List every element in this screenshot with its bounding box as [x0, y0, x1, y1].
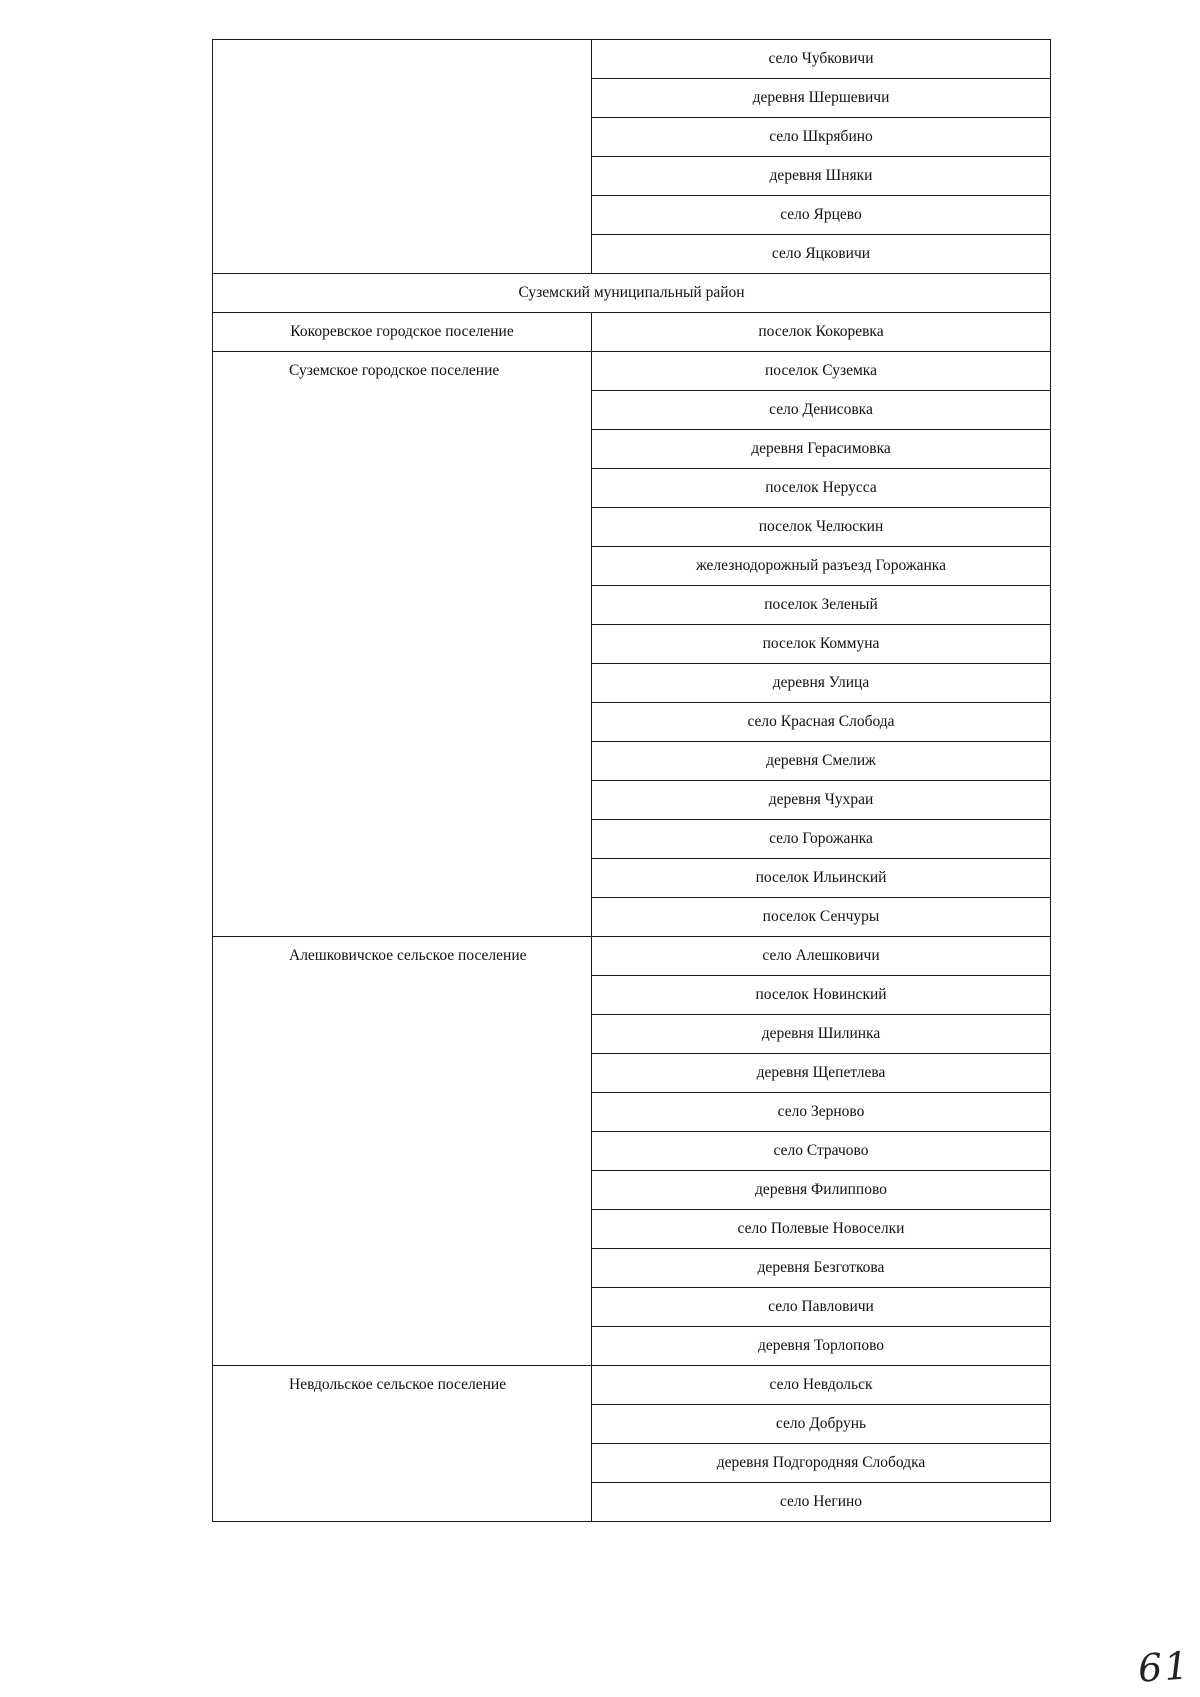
village-cell: поселок Нерусса — [592, 469, 1051, 508]
village-cell: деревня Торлопово — [592, 1327, 1051, 1366]
village-cell: поселок Коммуна — [592, 625, 1051, 664]
village-cell: деревня Чухраи — [592, 781, 1051, 820]
village-cell: деревня Безготкова — [592, 1249, 1051, 1288]
settlement-name: Суземское городское поселение — [213, 352, 592, 937]
village-cell: поселок Новинский — [592, 976, 1051, 1015]
village-cell: поселок Кокоревка — [592, 313, 1051, 352]
table-row — [213, 1366, 1051, 1405]
village-cell: деревня Шершевичи — [592, 79, 1051, 118]
settlement-name: Алешковичское сельское поселение — [213, 937, 592, 1366]
village-cell: поселок Зеленый — [592, 586, 1051, 625]
village-cell: поселок Сенчуры — [592, 898, 1051, 937]
village-cell: село Полевые Новоселки — [592, 1210, 1051, 1249]
village-cell: поселок Челюскин — [592, 508, 1051, 547]
village-cell: село Добрунь — [592, 1405, 1051, 1444]
village-cell: деревня Подгородняя Слободка — [592, 1444, 1051, 1483]
village-cell: село Шкрябино — [592, 118, 1051, 157]
village-cell: деревня Улица — [592, 664, 1051, 703]
district-name: Суземский муниципальный район — [213, 274, 1051, 313]
village-cell: деревня Смелиж — [592, 742, 1051, 781]
district-row — [213, 274, 1051, 313]
table-row — [213, 937, 1051, 976]
village-cell: село Алешковичи — [592, 937, 1051, 976]
village-cell: село Красная Слобода — [592, 703, 1051, 742]
table-row — [213, 352, 1051, 391]
village-cell: деревня Филиппово — [592, 1171, 1051, 1210]
village-cell: село Денисовка — [592, 391, 1051, 430]
settlement-cell-continued — [213, 40, 592, 274]
village-cell: село Яцковичи — [592, 235, 1051, 274]
village-cell: село Невдольск — [592, 1366, 1051, 1405]
village-cell: деревня Шняки — [592, 157, 1051, 196]
village-cell: поселок Суземка — [592, 352, 1051, 391]
table-body — [213, 40, 1051, 1522]
village-cell: село Зерново — [592, 1093, 1051, 1132]
settlement-name: Невдольское сельское поселение — [213, 1366, 592, 1522]
village-cell: железнодорожный разъезд Горожанка — [592, 547, 1051, 586]
village-cell: село Ярцево — [592, 196, 1051, 235]
village-cell: село Павловичи — [592, 1288, 1051, 1327]
village-cell: деревня Щепетлева — [592, 1054, 1051, 1093]
village-cell: село Страчово — [592, 1132, 1051, 1171]
settlements-table — [212, 39, 1051, 1522]
village-cell: село Чубковичи — [592, 40, 1051, 79]
settlement-name: Кокоревское городское поселение — [213, 313, 592, 352]
village-cell: село Горожанка — [592, 820, 1051, 859]
village-cell: деревня Шилинка — [592, 1015, 1051, 1054]
table-row — [213, 313, 1051, 352]
village-cell: поселок Ильинский — [592, 859, 1051, 898]
page-number: 61 — [1136, 1643, 1192, 1691]
table-row — [213, 40, 1051, 79]
village-cell: деревня Герасимовка — [592, 430, 1051, 469]
village-cell: село Негино — [592, 1483, 1051, 1522]
